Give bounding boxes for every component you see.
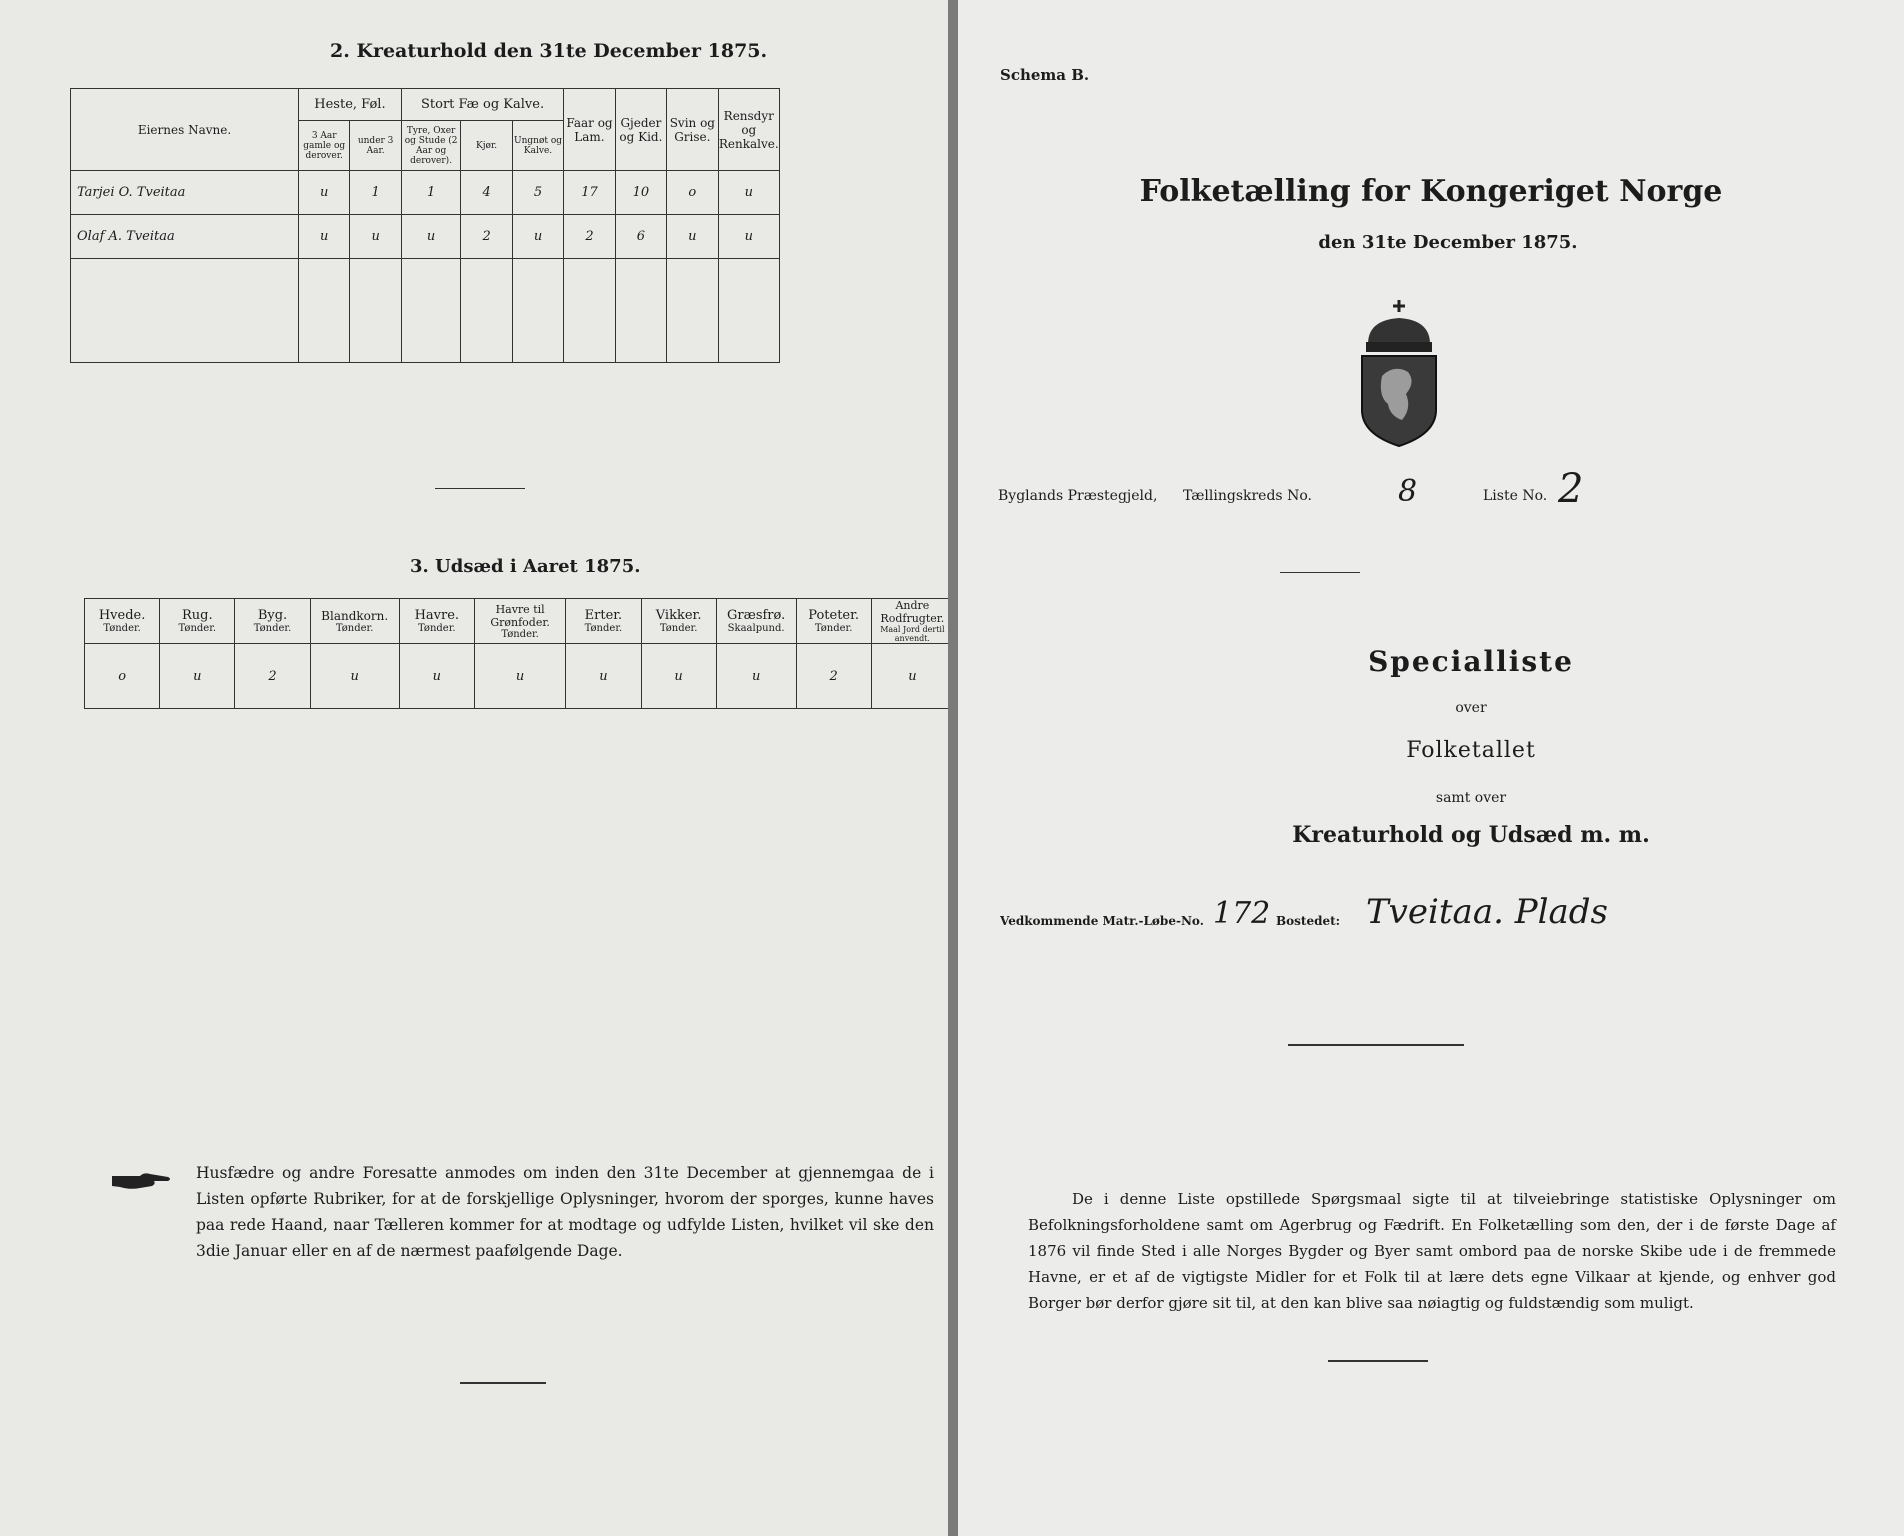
header-label: Erter. bbox=[584, 608, 623, 623]
bostedet-value: Tveitaa. Plads bbox=[1366, 892, 1608, 932]
gjeder-header: Gjeder og Kid. bbox=[615, 89, 666, 171]
coat-of-arms-icon bbox=[1354, 298, 1444, 448]
divider bbox=[1280, 572, 1360, 573]
matr-number: 172 bbox=[1213, 896, 1271, 931]
table-cell: 17 bbox=[564, 171, 615, 215]
table-cell: u bbox=[718, 171, 779, 215]
seed-header bbox=[235, 599, 310, 644]
seed-table bbox=[84, 598, 948, 709]
seed-header bbox=[399, 599, 474, 644]
table-cell: 10 bbox=[615, 171, 666, 215]
book-gutter bbox=[948, 0, 958, 1536]
main-title: Folketælling for Kongeriget Norge bbox=[1139, 174, 1723, 209]
owner-name: Tarjei O. Tveitaa bbox=[71, 171, 299, 215]
table-row-empty bbox=[71, 259, 780, 363]
left-page bbox=[0, 0, 948, 1536]
table-cell: 1 bbox=[350, 171, 401, 215]
table-cell: u bbox=[566, 644, 641, 709]
kreds-label: Tællingskreds No. bbox=[1183, 488, 1312, 504]
table-cell: u bbox=[160, 644, 235, 709]
header-label: Havre til Grønfoder. bbox=[490, 602, 550, 629]
table-cell: u bbox=[716, 644, 796, 709]
table-cell: u bbox=[310, 644, 399, 709]
kreatur-line: Kreaturhold og Udsæd m. m. bbox=[1292, 822, 1650, 848]
table-cell: u bbox=[512, 215, 563, 259]
table-cell: o bbox=[667, 171, 718, 215]
header-unit: Tønder. bbox=[501, 628, 539, 640]
table-cell: u bbox=[399, 644, 474, 709]
samt-over-text: samt over bbox=[1435, 790, 1507, 806]
seed-header bbox=[310, 599, 399, 644]
livestock-table bbox=[70, 88, 780, 363]
table-cell: u bbox=[401, 215, 461, 259]
heste-header: Heste, Føl. bbox=[298, 89, 401, 121]
header-unit: Tønder. bbox=[103, 623, 141, 634]
divider bbox=[1328, 1360, 1428, 1362]
faar-header: Faar og Lam. bbox=[564, 89, 615, 171]
table-row bbox=[71, 215, 780, 259]
header-label: Blandkorn. bbox=[321, 608, 389, 623]
rensdyr-header: Rensdyr og Renkalve. bbox=[718, 89, 779, 171]
header-label: Havre. bbox=[414, 608, 460, 623]
header-label: Græsfrø. bbox=[727, 608, 786, 623]
table-cell: 2 bbox=[461, 215, 512, 259]
header-unit: Tønder. bbox=[335, 622, 374, 634]
bostedet-label: Bostedet: bbox=[1276, 914, 1341, 928]
schema-label: Schema B. bbox=[1000, 66, 1090, 84]
header-unit: Tønder. bbox=[253, 623, 292, 634]
table-row bbox=[71, 171, 780, 215]
header-unit: Skaalpund. bbox=[727, 623, 785, 634]
owner-header: Eiernes Navne. bbox=[71, 89, 299, 171]
divider bbox=[435, 488, 525, 489]
header-unit: Tønder. bbox=[814, 623, 853, 634]
right-page bbox=[958, 0, 1904, 1536]
header-label: Rug. bbox=[181, 608, 213, 623]
table-cell: u bbox=[718, 215, 779, 259]
header-label: Hvede. bbox=[98, 608, 146, 623]
fae-sub-1: Tyre, Oxer og Stude (2 Aar og derover). bbox=[401, 121, 461, 171]
seed-header bbox=[871, 599, 948, 644]
info-paragraph: De i denne Liste opstillede Spørgsmaal sigte til at tilveiebringe statistiske Oplysninger om Befolkningsforholdene samt om Agerbrug og Fædrift. En Folketælling som den, der i de første Dage af 1876 vil finde Sted i alle Norges Bygder og Byer samt ombord paa de norske Skibe ude i de fremmede Havne, er et af de vigtigste Midler for et Folk til at lære dets egne Vilkaar at kjende, og enhver god Borger bør derfor gjøre sit til, at den kan blive saa nøiagtig og fuldstændig som muligt. bbox=[1028, 1190, 1836, 1312]
table-cell: u bbox=[298, 215, 349, 259]
matr-label: Vedkommende Matr.-Løbe-No. bbox=[1000, 914, 1204, 928]
header-label: Andre Rodfrugter. bbox=[880, 599, 945, 625]
heste-sub-2: under 3 Aar. bbox=[350, 121, 401, 171]
table-cell: u bbox=[641, 644, 716, 709]
table-cell: 1 bbox=[401, 171, 461, 215]
seed-header bbox=[641, 599, 716, 644]
table-cell: 6 bbox=[615, 215, 666, 259]
table-cell: 2 bbox=[796, 644, 871, 709]
kreds-number: 8 bbox=[1398, 474, 1418, 509]
seed-header bbox=[160, 599, 235, 644]
seed-header bbox=[566, 599, 641, 644]
storfae-header: Stort Fæ og Kalve. bbox=[401, 89, 563, 121]
fae-sub-2: Kjør. bbox=[461, 121, 512, 171]
header-unit: Tønder. bbox=[584, 623, 623, 634]
fae-sub-3: Ungnøt og Kalve. bbox=[512, 121, 563, 171]
header-label: Poteter. bbox=[808, 608, 860, 623]
table-cell: o bbox=[85, 644, 160, 709]
heste-sub-1: 3 Aar gamle og derover. bbox=[298, 121, 349, 171]
header-unit: Tønder. bbox=[418, 623, 456, 634]
table-cell: u bbox=[667, 215, 718, 259]
notice-text: Husfædre og andre Foresatte anmodes om inden den 31te December at gjennemgaa de i Listen opførte Rubriker, for at de forskjellige Oplysninger, hvorom der sporges, kunne haves paa rede Haand, naar Tælleren kommer for at modtage og udfylde Listen, hvilket vil ske den 3die Januar eller en af de nærmest paafølgende Dage. bbox=[196, 1164, 934, 1260]
header-label: Vikker. bbox=[655, 608, 702, 623]
table-cell: 4 bbox=[461, 171, 512, 215]
svin-header: Svin og Grise. bbox=[667, 89, 718, 171]
table-cell: u bbox=[871, 644, 948, 709]
table-row bbox=[85, 644, 949, 709]
header-unit: Maal Jord dertil anvendt. bbox=[880, 625, 945, 643]
date-line: den 31te December 1875. bbox=[1318, 232, 1578, 253]
seed-header bbox=[474, 599, 565, 644]
divider bbox=[1288, 1044, 1464, 1046]
section3-title: 3. Udsæd i Aaret 1875. bbox=[410, 556, 641, 577]
liste-label: Liste No. bbox=[1483, 488, 1548, 504]
pointing-hand-icon bbox=[110, 1168, 180, 1194]
liste-number: 2 bbox=[1558, 466, 1584, 512]
special-title: Specialliste bbox=[1368, 645, 1574, 678]
table-cell: u bbox=[474, 644, 565, 709]
table-cell: u bbox=[350, 215, 401, 259]
table-cell: 2 bbox=[564, 215, 615, 259]
table-cell: u bbox=[298, 171, 349, 215]
header-unit: Tønder. bbox=[178, 623, 217, 634]
table-cell: 5 bbox=[512, 171, 563, 215]
prestegjeld-label: Byglands Præstegjeld, bbox=[998, 488, 1158, 504]
divider bbox=[460, 1382, 546, 1384]
seed-header bbox=[716, 599, 796, 644]
table-cell: 2 bbox=[235, 644, 310, 709]
section2-title: 2. Kreaturhold den 31te December 1875. bbox=[330, 40, 768, 62]
seed-header bbox=[85, 599, 160, 644]
seed-header bbox=[796, 599, 871, 644]
over-text: over bbox=[1455, 700, 1487, 716]
folketallet-text: Folketallet bbox=[1406, 738, 1536, 763]
owner-name: Olaf A. Tveitaa bbox=[71, 215, 299, 259]
header-unit: Tønder. bbox=[659, 623, 698, 634]
header-label: Byg. bbox=[257, 608, 288, 623]
